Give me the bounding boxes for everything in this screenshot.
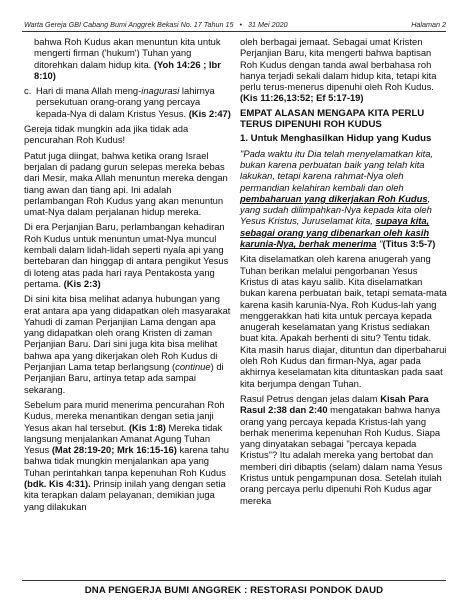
list-item-c (24, 85, 234, 119)
right-column (240, 36, 448, 510)
header-separator: • (239, 19, 243, 29)
page-number: Halaman 2 (411, 19, 446, 29)
emphasis: supaya kita, sebagai orang yang dibenarkan oleh kasih karunia-Nya, berhak menerima (240, 215, 430, 250)
header-left (24, 20, 288, 29)
issue-date: 31 Mei 2020 (248, 19, 288, 29)
scripture-ref: (Kis 2:47) (188, 107, 231, 119)
italic-term: inagurasi (141, 85, 180, 97)
scripture-ref: (Mat 28:19-20; Mrk 16:15-16) (51, 444, 177, 456)
text-span: oleh berbagai jemaat. Sebagai umat Kristen Perjanjian Baru, kita mengerti bahwa baptisan Roh Kudus dengan tanda awal berbahasa roh hanya terjadi sekali dalam hidup kita, tetapi kita perlu terus-menerus dipenuhi oleh Roh Kudus. (240, 36, 437, 93)
scripture-ref: (Kis 2:3) (63, 277, 101, 289)
page-header (24, 18, 446, 30)
header-divider (22, 31, 446, 32)
paragraph: Patut juga diingat, bahwa ketika orang Israel berjalan di padang gurun selepas mereka bebas dari Mesir, maka Allah menuntun mereka dengan tiang awan dan tiang api. Ini adalah perlambangan Roh Kudus yang akan menuntun umat-Nya dalam perjalanan hidup mereka. (24, 149, 228, 218)
paragraph: Gereja tidak mungkin ada jika tidak ada pencurahan Roh Kudus! (24, 123, 189, 146)
publication-title: Warta Gereja GBI Cabang Bumi Anggrek Bekasi No. 17 Tahun 15 (24, 19, 234, 29)
text-span: karena tahu bahwa tidak mungkin menjalankan apa yang Tuhan perintahkan tanpa kepenuhan Roh Kudus (24, 444, 229, 478)
paragraph (240, 393, 448, 506)
emphasis: pembaharuan yang dikerjakan Roh Kudus (240, 192, 428, 204)
section-heading: EMPAT ALASAN MENGAPA KITA PERLU TERUS DIPENUHI ROH KUDUS (240, 107, 425, 131)
paragraph (240, 36, 448, 104)
text-span: Di era Perjanjian Baru, perlambangan kehadiran Roh Kudus untuk menuntun umat-Nya muncul kembali dalam lidah-lidah seperti nyala api yang bertebaran dan hinggap di antara pengikut Yesus di loteng atas pada hari raya Pentakosta yang pertama. (24, 221, 229, 289)
text-span: Rasul Petrus dengan jelas dalam (240, 392, 381, 404)
footer-divider (22, 580, 446, 581)
text-span: ) di Perjanjian Baru, artinya tetap ada sampai sekarang. (24, 361, 224, 395)
scripture-ref: Kisah Para Rasul 2:38 dan 2:40 (240, 392, 429, 416)
scripture-ref: (bdk. Kis 4:31). (24, 477, 91, 489)
text-span: Hari di mana Allah meng- (36, 85, 142, 97)
text-span: Sebelum para murid menerima pencurahan Roh Kudus, mereka menantikan dengan setia janji Yesus akan hal tersebut. (24, 398, 225, 433)
scripture-quote (240, 148, 448, 250)
text-span: lahirnya persekutuan orang-orang yang percaya kepada-Nya di dalam Kristus Yesus. (36, 85, 215, 119)
list-item-text (36, 85, 234, 119)
text-span: Prinsip inilah yang dengan setia kita terapkan dalam pelayanan, demikian juga yang dilakukan (24, 477, 226, 512)
text-span: Di sini kita bisa melihat adanya hubungan yang erat antara apa yang didapatkan oleh masyarakat Yahudi di zaman Perjanjian Lama dengan apa yang didapatkan oleh orang Kristen di zaman Perjanjian Baru. Dari sini juga kita bisa melihat bahwa apa yang dikerjakan oleh Roh Kudus di Perjanjian Lama tetap berlangsung ( (24, 293, 231, 373)
paragraph (24, 221, 234, 289)
italic-term: continue (175, 361, 211, 373)
text-span: bahwa Roh Kudus akan menuntun kita untuk mengerti firman ('hukum') Tuhan yang ditorehkan dalam hidup kita. (34, 36, 221, 70)
text-span: Mereka tidak langsung menjalankan Amanat Agung Tuhan Yesus (24, 421, 223, 456)
paragraph: Kita diselamatkan oleh karena anugerah yang Tuhan berikan melalui pengorbanan Yesus Kristus di atas kayu salib. Kita diselamatkan bukan karena perbuatan baik, tetapi semata-mata karena kasih karunia-Nya. Roh Kudus-lah yang menggerakkan hati kita untuk percaya kepada anugerah keselamatan yang Kristus sediakan buat kita. Apakah berhenti di situ? Tentu tidak. Kita masih harus diajar, dituntun dan diperbaharui oleh Roh Kudus dan firman-Nya, agar pada akhirnya keselamatan kita dituntaskan pada saat kita berjumpa dengan Tuhan. (240, 253, 447, 389)
text-span: " (376, 238, 383, 250)
paragraph (24, 399, 234, 512)
text-span: "Pada waktu itu Dia telah menyelamatkan kita, bukan karena perbuatan baik yang telah kita lakukan, tetapi karena rahmat-Nya oleh permandian kelahiran kembali dan oleh (240, 147, 434, 193)
scripture-ref: (Kis 11:26,13:52; Ef 5:17-19) (240, 92, 364, 104)
scripture-ref: (Titus 3:5-7) (382, 238, 436, 250)
list-marker: c. (24, 85, 32, 97)
text-span: mengatakan bahwa hanya orang yang percaya kepada Kristus-lah yang berhak menerima kepenuhan Roh Kudus. Siapa yang dinyatakan sebagai "percaya kepada Kristus"? Itu adalah mereka yang bertobat dan memberi diri dibaptis (selam) dalam nama Yesus Kristus untuk pengampunan dosa. Setelah itulah orang percaya perlu dipenuhi Roh Kudus agar mereka (240, 404, 443, 506)
subsection-heading: 1. Untuk Menghasilkan Hidup yang Kudus (240, 133, 432, 145)
scripture-ref: (Kis 1:8) (128, 421, 166, 433)
left-column (24, 36, 234, 516)
page-footer: DNA PENGERJA BUMI ANGGREK : RESTORASI PONDOK DAUD (84, 585, 384, 596)
text-span: , yang sudah dilimpahkan-Nya kepada kita oleh Yesus Kristus, Juruselamat kita, (240, 192, 432, 227)
scripture-ref: (Yoh 14:26 ; Ibr 8:10) (34, 58, 221, 81)
paragraph-continuation (24, 36, 234, 81)
paragraph (24, 293, 234, 395)
